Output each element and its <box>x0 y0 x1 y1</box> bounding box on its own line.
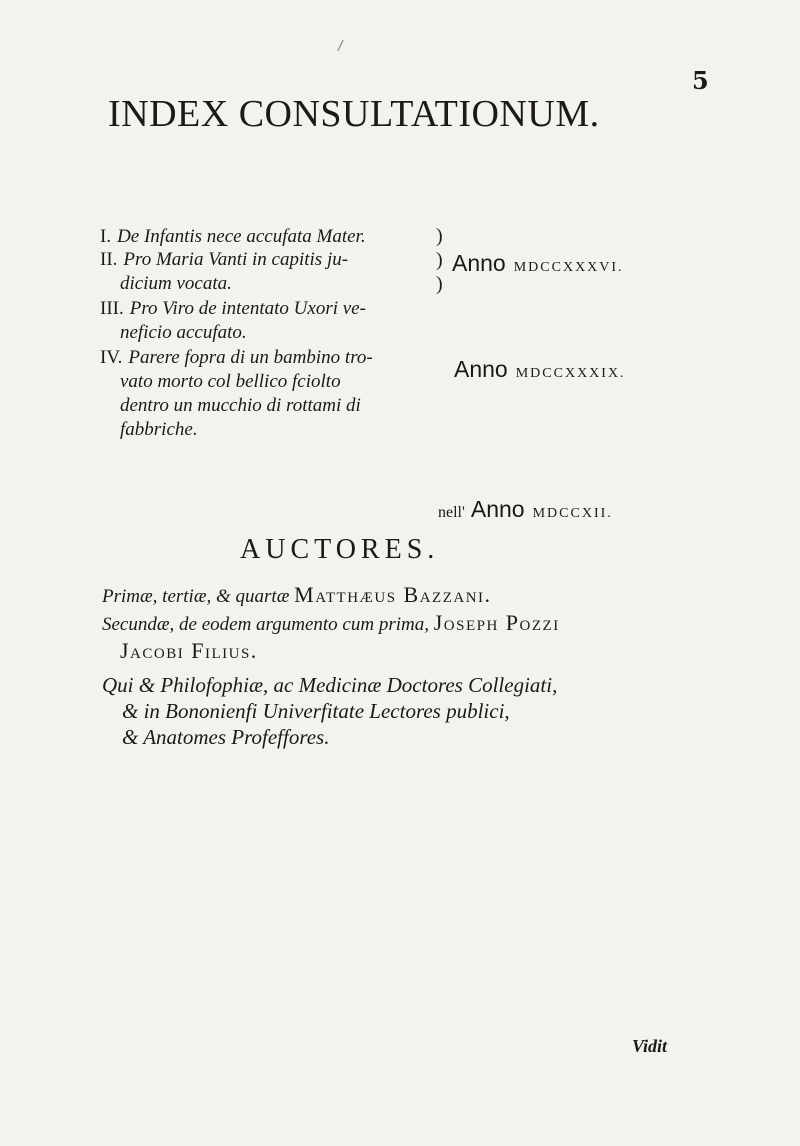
consultation-entry-3 <box>100 297 400 345</box>
authors-block <box>102 582 742 666</box>
entry-text: Parere fopra di un bambino tro- <box>128 347 373 368</box>
entry-number: I. <box>100 226 112 247</box>
bracket-mark: ) <box>436 225 443 247</box>
entry-number: II. <box>100 249 118 270</box>
bracket-mark: ) <box>436 273 443 295</box>
entry-text: fabbriche. <box>120 419 198 440</box>
date-year: MDCCXXXVI. <box>513 260 624 275</box>
catchword: Vidit <box>632 1036 668 1056</box>
top-mark: / <box>336 37 344 55</box>
date-word: Anno <box>470 496 525 522</box>
page-number: 5 <box>692 66 709 95</box>
date-year: MDCCXII. <box>532 506 613 521</box>
entry-text: De Infantis nece accufata Mater. <box>117 226 366 247</box>
entry-number: III. <box>100 298 124 319</box>
consultation-entry-2 <box>100 248 400 296</box>
consultation-entry-1 <box>100 225 400 249</box>
doctors-line: Qui & Philofophiæ, ac Medicinæ Doctores Collegiati, <box>102 673 558 697</box>
authors-line-italic: Primæ, tertiæ, & quartæ <box>102 586 290 607</box>
author-name: Matthæus Bazzani. <box>294 582 492 607</box>
consultation-entry-4 <box>100 346 400 442</box>
date-word: Anno <box>452 250 506 276</box>
entry-text: Pro Maria Vanti in capitis ju- <box>123 249 349 270</box>
doctors-block <box>102 672 722 750</box>
entry-text: Pro Viro de intentato Uxori ve- <box>129 298 366 319</box>
doctors-line: & in Bononienfi Univerfitate Lectores publici, <box>122 699 510 723</box>
entry-text: neficio accufato. <box>120 322 247 343</box>
bracket-mark: ) <box>436 249 443 271</box>
date-label-1 <box>452 250 624 277</box>
author-name: Jacobi Filius. <box>120 638 258 663</box>
date-label-3 <box>438 496 613 523</box>
date-prefix: nell' <box>438 504 465 521</box>
author-name: Joseph Pozzi <box>433 610 560 635</box>
auctores-heading: AUCTORES. <box>240 534 440 565</box>
page-title: INDEX CONSULTATIONUM. <box>108 93 600 135</box>
entry-number: IV. <box>100 347 123 368</box>
entry-text: dicium vocata. <box>120 273 232 294</box>
entry-text: vato morto col bellico fciolto <box>120 371 341 392</box>
date-word: Anno <box>454 356 508 382</box>
authors-line-italic: Secundæ, de eodem argumento cum prima, <box>102 614 429 635</box>
doctors-line: & Anatomes Profeffores. <box>122 725 330 749</box>
entry-text: dentro un mucchio di rottami di <box>120 395 361 416</box>
date-year: MDCCXXXIX. <box>515 366 626 381</box>
date-label-2 <box>454 356 626 383</box>
